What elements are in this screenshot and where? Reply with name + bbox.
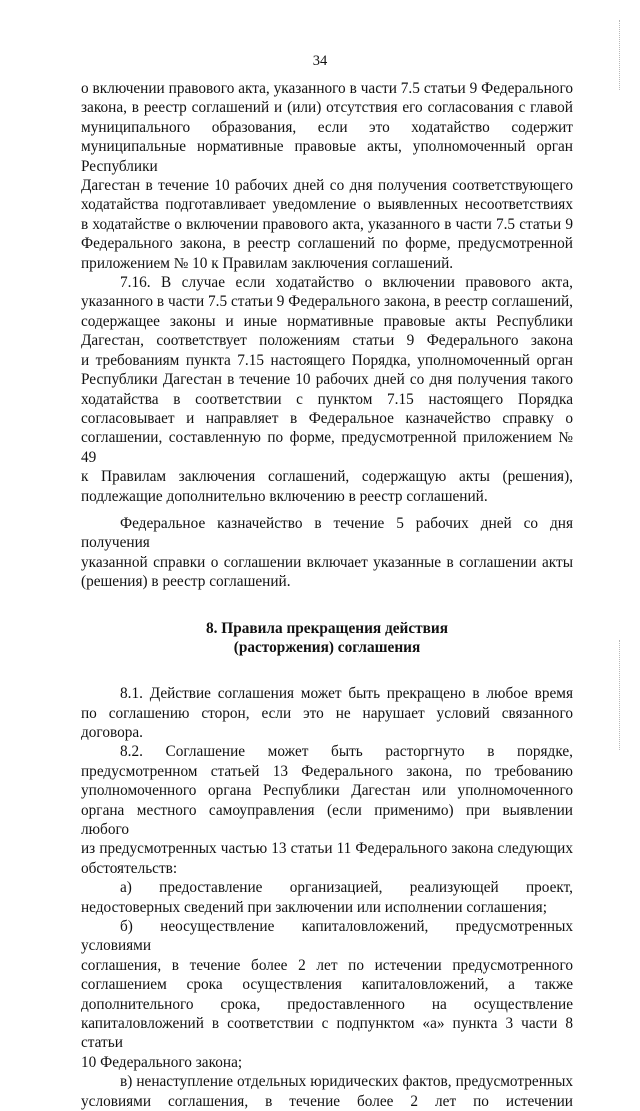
text-line: приложением № 10 к Правилам заключения соглашений. bbox=[81, 254, 454, 272]
text-line: в ходатайстве о включении правового акта, указанного в части 7.5 статьи 9 bbox=[81, 215, 573, 233]
text-line: Дагестан в течение 10 рабочих дней со дня получения соответствующего bbox=[81, 177, 573, 195]
paragraph-item-a bbox=[81, 878, 573, 917]
text-line: Федеральное казначейство в течение 5 рабочих дней со дня получения bbox=[81, 514, 573, 552]
text-line: недостоверных сведений при заключении или исполнении соглашения; bbox=[81, 898, 547, 916]
scan-margin-mark bbox=[613, 20, 620, 90]
paragraph-treasury bbox=[81, 514, 573, 592]
page-number: 34 bbox=[312, 53, 328, 69]
paragraph-8-2 bbox=[81, 742, 573, 878]
text-line: ходатайства подготавливает уведомление о выявленных несоответствиях bbox=[81, 196, 573, 214]
section-heading-line: (расторжения) соглашения bbox=[233, 639, 421, 657]
text-line: предусмотренном статьей 13 Федерального закона, по требованию bbox=[81, 762, 573, 780]
text-line: соглашением срока осуществления капиталовложений, а также bbox=[81, 976, 573, 994]
text-line: Дагестан, соответствует положениям статьи 9 Федерального закона bbox=[81, 332, 573, 350]
text-line: муниципального образования, если это ходатайство содержит bbox=[81, 118, 573, 136]
text-line: к Правилам заключения соглашений, содержащую акты (решения), bbox=[81, 468, 573, 486]
text-line: дополнительного срока, предоставленного на осуществление bbox=[81, 995, 573, 1013]
text-line: из предусмотренных частью 13 статьи 11 Федерального закона следующих bbox=[81, 840, 573, 858]
text-line: согласовывает и направляет в Федеральное казначейство справку о bbox=[81, 409, 573, 427]
text-line: муниципальные нормативные правовые акты, уполномоченный орган Республики bbox=[81, 138, 573, 175]
text-line: а) предоставление организацией, реализующей проект, bbox=[120, 879, 573, 897]
paragraph-item-v bbox=[81, 1072, 573, 1111]
text-line: капиталовложений в соответствии с подпунктом «а» пункта 3 части 8 статьи bbox=[81, 1015, 573, 1052]
text-line: 8.1. Действие соглашения может быть прекращено в любое время bbox=[120, 685, 573, 703]
text-line: соглашении, составленную по форме, предусмотренной приложением № 49 bbox=[81, 429, 573, 466]
text-line: Федерального закона, в реестр соглашений по форме, предусмотренной bbox=[81, 235, 573, 253]
text-line: органа местного самоуправления (если применимо) при выявлении любого bbox=[81, 801, 573, 838]
text-line: 7.16. В случае если ходатайство о включении правового акта, bbox=[120, 274, 573, 292]
text-line: ходатайства в соответствии с пунктом 7.15 настоящего Порядка bbox=[81, 390, 573, 408]
text-line: обстоятельств: bbox=[81, 859, 178, 877]
paragraph-item-b bbox=[81, 917, 573, 1072]
text-line: 10 Федерального закона; bbox=[81, 1053, 243, 1071]
text-line: в) ненаступление отдельных юридических фактов, предусмотренных bbox=[120, 1073, 573, 1091]
paragraph-8-1 bbox=[81, 684, 573, 742]
paragraph-7-16 bbox=[81, 273, 573, 506]
text-line: 8.2. Соглашение может быть расторгнуто в порядке, bbox=[120, 743, 573, 761]
text-line: Республики Дагестан в течение 10 рабочих дней со дня получения такого bbox=[81, 371, 573, 389]
text-line: б) неосуществление капиталовложений, предусмотренных условиями bbox=[81, 918, 573, 955]
text-line: содержащее законы и иные нормативные правовые акты Республики bbox=[81, 312, 573, 330]
text-line: указанного в части 7.5 статьи 9 Федерального закона, в реестр соглашений, bbox=[81, 293, 573, 311]
document-body bbox=[81, 79, 573, 1111]
scan-margin-mark bbox=[613, 640, 620, 750]
text-line: и требованиям пункта 7.15 настоящего Порядка, уполномоченный орган bbox=[81, 351, 573, 369]
text-line: уполномоченного органа Республики Дагестан или уполномоченного bbox=[81, 782, 573, 800]
section-heading-line: 8. Правила прекращения действия bbox=[206, 619, 448, 637]
text-line: подлежащие дополнительно включению в реестр соглашений. bbox=[81, 487, 488, 505]
text-line: по соглашению сторон, если это не нарушает условий связанного договора. bbox=[81, 704, 573, 741]
text-line: закона, в реестр соглашений и (или) отсутствия его согласования с главой bbox=[81, 99, 573, 117]
text-line: указанной справки о соглашении включает указанные в соглашении акты bbox=[81, 553, 573, 571]
text-line: условиями соглашения, в течение более 2 лет по истечении bbox=[81, 1092, 573, 1110]
text-line: соглашения, в течение более 2 лет по истечении предусмотренного bbox=[81, 956, 573, 974]
section-heading bbox=[81, 619, 573, 659]
paragraph-continuation bbox=[81, 79, 573, 273]
text-line: о включении правового акта, указанного в части 7.5 статьи 9 Федерального bbox=[81, 80, 573, 97]
text-line: (решения) в реестр соглашений. bbox=[81, 573, 291, 591]
